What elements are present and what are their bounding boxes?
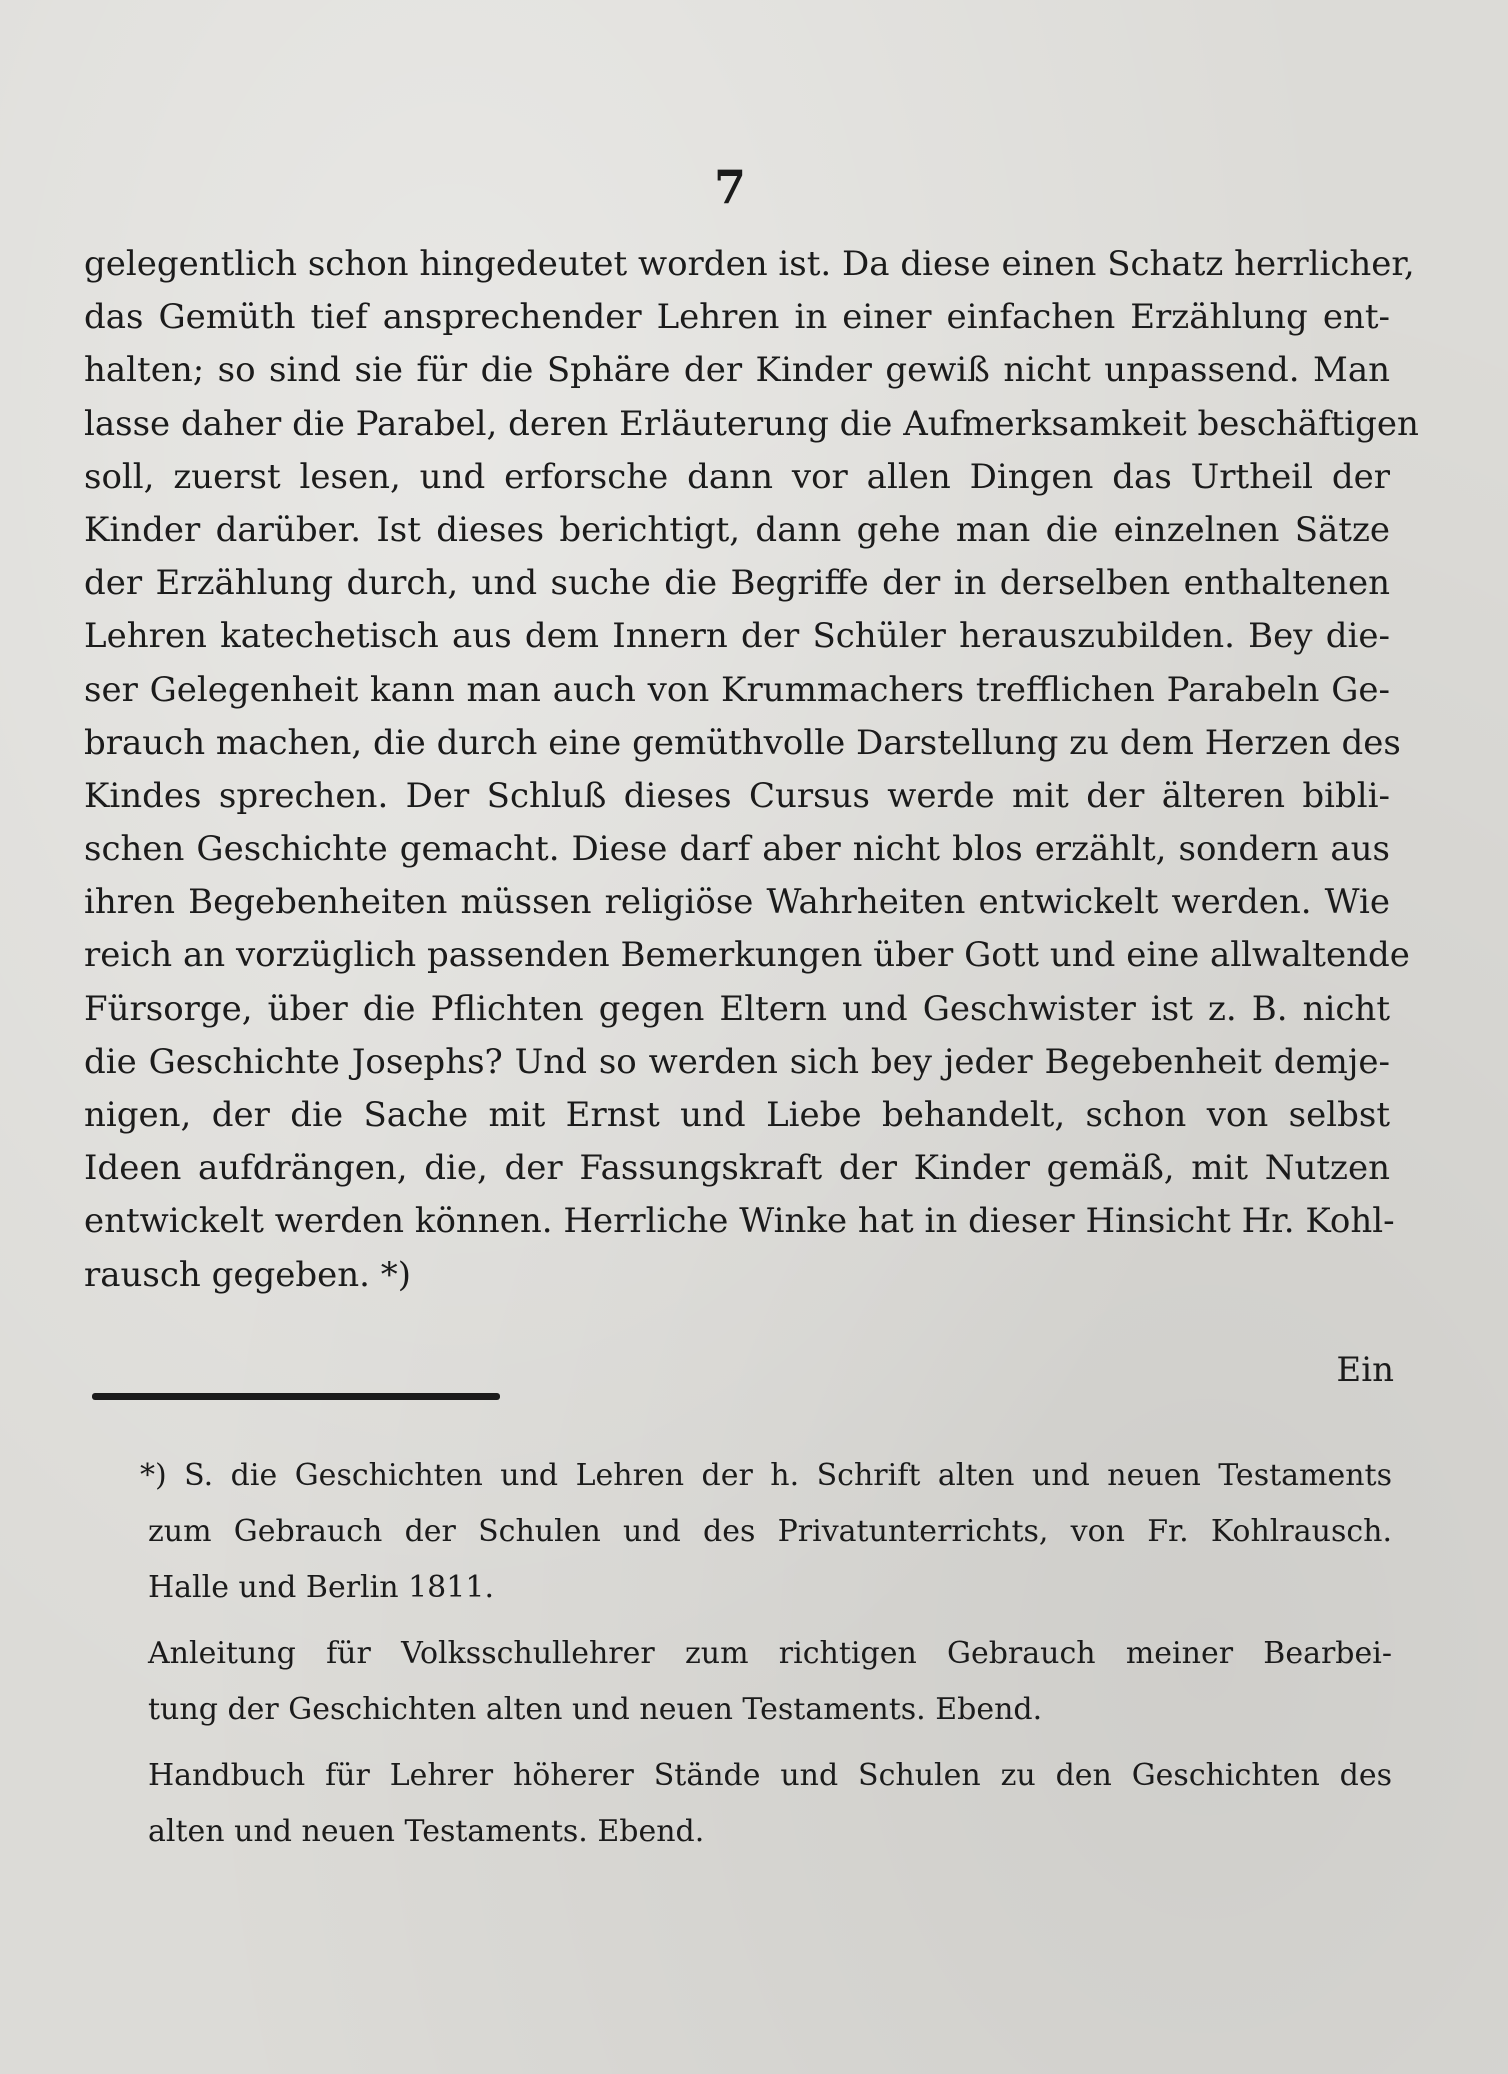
text-line: der Erzählung durch, und suche die Begriffe der in derselben enthaltenen <box>84 563 1390 604</box>
catchword: Ein <box>1336 1350 1394 1390</box>
text-line: lasse daher die Parabel, deren Erläuterung die Aufmerksamkeit beschäftigen <box>84 403 1419 444</box>
footnote-line: Halle und Berlin 1811. <box>148 1570 494 1605</box>
text-line: ihren Begebenheiten müssen religiöse Wahrheiten entwickelt werden. Wie <box>84 882 1390 923</box>
text-line: reich an vorzüglich passenden Bemerkungen über Gott und eine allwaltende <box>84 935 1410 976</box>
text-line: soll, zuerst lesen, und erforsche dann vor allen Dingen das Urtheil der <box>84 456 1390 497</box>
footnote-line: zum Gebrauch der Schulen und des Privatunterrichts, von Fr. Kohlrausch. <box>148 1514 1392 1549</box>
footnote-line: Handbuch für Lehrer höherer Stände und Schulen zu den Geschichten des <box>148 1758 1392 1793</box>
text-line: brauch machen, die durch eine gemüthvolle Darstellung zu dem Herzen des <box>84 722 1401 763</box>
text-line: halten; so sind sie für die Sphäre der Kinder gewiß nicht unpassend. Man <box>84 350 1390 391</box>
text-line: entwickelt werden können. Herrliche Winke hat in dieser Hinsicht Hr. Kohl- <box>84 1201 1395 1242</box>
text-line: Kindes sprechen. Der Schluß dieses Cursus werde mit der älteren bibli- <box>84 775 1390 816</box>
footnote-rule <box>92 1393 500 1400</box>
footnote-spacer <box>148 1616 1392 1626</box>
footnote-line: Anleitung für Volksschullehrer zum richtigen Gebrauch meiner Bearbei- <box>148 1636 1392 1671</box>
text-line: Ideen aufdrängen, die, der Fassungskraft der Kinder gemäß, mit Nutzen <box>84 1148 1390 1189</box>
text-line: ser Gelegenheit kann man auch von Krummachers trefflichen Parabeln Ge- <box>84 669 1390 710</box>
footnote-line: alten und neuen Testaments. Ebend. <box>148 1814 705 1849</box>
footnote-spacer <box>148 1738 1392 1748</box>
text-line: rausch gegeben. *) <box>84 1254 412 1295</box>
text-line: die Geschichte Josephs? Und so werden sich bey jeder Begebenheit demje- <box>84 1041 1390 1082</box>
text-line: das Gemüth tief ansprechender Lehren in einer einfachen Erzählung ent- <box>84 297 1390 338</box>
main-text <box>84 238 1419 1302</box>
footnote-line: tung der Geschichten alten und neuen Testaments. Ebend. <box>148 1692 1043 1727</box>
footnote-line: *) S. die Geschichten und Lehren der h. Schrift alten und neuen Testaments <box>140 1458 1392 1493</box>
text-line: nigen, der die Sache mit Ernst und Liebe behandelt, schon von selbst <box>84 1095 1390 1135</box>
footnotes <box>140 1448 1392 1860</box>
page-number: 7 <box>713 160 746 214</box>
text-line: Fürsorge, über die Pflichten gegen Eltern und Geschwister ist z. B. nicht <box>84 988 1390 1029</box>
text-line: gelegentlich schon hingedeutet worden ist. Da diese einen Schatz herrlicher, <box>84 244 1415 284</box>
text-line: schen Geschichte gemacht. Diese darf aber nicht blos erzählt, sondern aus <box>84 829 1390 870</box>
text-line: Lehren katechetisch aus dem Innern der Schüler herauszubilden. Bey die- <box>84 616 1390 657</box>
text-line: Kinder darüber. Ist dieses berichtigt, dann gehe man die einzelnen Sätze <box>84 509 1390 550</box>
